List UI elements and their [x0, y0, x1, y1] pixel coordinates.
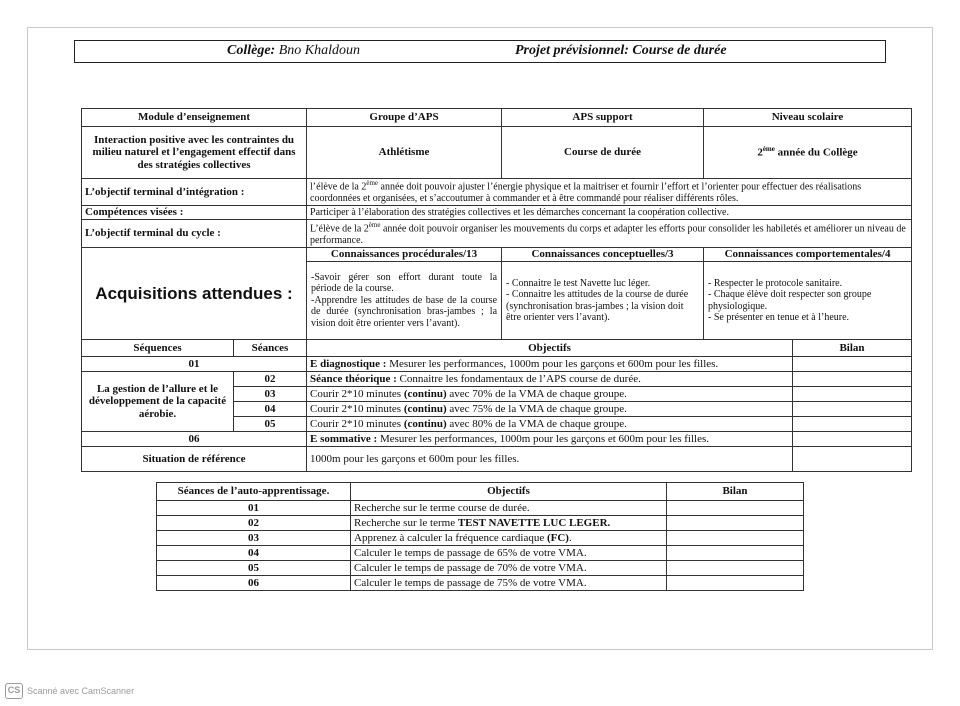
bilan-cell [793, 402, 912, 417]
concept-header: Connaissances conceptuelles/3 [502, 248, 704, 262]
eval-sommative: E sommative : Mesurer les performances, 1000m pour les garçons et 600m pour les filles. [307, 432, 793, 447]
auto-seance-number: 03 [157, 531, 351, 546]
module-text: Interaction positive avec les contraintes du milieu naturel et l’engagement effectif dans des stratégies collectives [82, 127, 307, 179]
auto-header-objectifs: Objectifs [351, 483, 667, 501]
seq-06: 06 [82, 432, 307, 447]
niveau-text: 2ème année du Collège [704, 127, 912, 179]
auto-header-seances: Séances de l’auto-apprentissage. [157, 483, 351, 501]
auto-header-bilan: Bilan [667, 483, 804, 501]
seq-header: Séquences [82, 340, 234, 357]
camscanner-logo: CS [5, 683, 23, 699]
oti-text: l’élève de la 2ème année doit pouvoir ajuster l’énergie physique et la maitriser et fournir l’effort et l’orienter pour effectuer des réalisations coordonnées et organisées, et s’accoutumer à commander et à être commandé pour réaliser différents rôles. [307, 179, 912, 206]
proc-header: Connaissances procédurales/13 [307, 248, 502, 262]
college-title: Collège: Bno Khaldoun [227, 43, 360, 58]
header-module: Module d’enseignement [82, 109, 307, 127]
comport-list [704, 262, 912, 340]
auto-objectif: Recherche sur le terme course de durée. [351, 501, 667, 516]
auto-objectif: Calculer le temps de passage de 70% de votre VMA. [351, 561, 667, 576]
seance-05-objectif: Courir 2*10 minutes (continu) avec 80% de la VMA de chaque groupe. [307, 417, 793, 432]
bilan-cell [793, 357, 912, 372]
auto-seance-number: 06 [157, 576, 351, 591]
bilan-cell [667, 531, 804, 546]
bilan-cell [667, 501, 804, 516]
auto-seance-number: 02 [157, 516, 351, 531]
seance-04-objectif: Courir 2*10 minutes (continu) avec 75% de la VMA de chaque groupe. [307, 402, 793, 417]
otc-label: L’objectif terminal du cycle : [82, 220, 307, 248]
aps-support-text: Course de durée [502, 127, 704, 179]
table-row [157, 561, 804, 576]
groupe-text: Athlétisme [307, 127, 502, 179]
objectifs-header: Objectifs [307, 340, 793, 357]
otc-text: L’élève de la 2ème année doit pouvoir organiser les mouvements du corps et adapter les efforts pour consolider les habiletés et améliorer un niveau de performance. [307, 220, 912, 248]
proc-text: -Savoir gérer son effort durant toute la période de la course. -Apprendre les attitudes de base de la course de durée (synchronisation bras-jambes ; la vision doit être orienter vers l’avant). [307, 262, 502, 340]
comport-item: - Se présenter en tenue et à l’heure. [708, 312, 850, 323]
planning-table [81, 108, 912, 472]
camscanner-watermark [5, 683, 134, 699]
competences-text: Participer à l’élaboration des stratégies collectives et les démarches concernant la coopération collective. [307, 206, 912, 220]
bilan-header: Bilan [793, 340, 912, 357]
seance-02-objectif: Séance théorique : Connaitre les fondamentaux de l’APS course de durée. [307, 372, 793, 387]
header-aps-support: APS support [502, 109, 704, 127]
header-niveau: Niveau scolaire [704, 109, 912, 127]
acquisitions-label: Acquisitions attendues : [82, 248, 307, 340]
table-row [157, 576, 804, 591]
comport-header: Connaissances comportementales/4 [704, 248, 912, 262]
bilan-cell [793, 387, 912, 402]
bilan-cell [667, 516, 804, 531]
bilan-cell [793, 372, 912, 387]
document-header [74, 40, 886, 63]
competences-label: Compétences visées : [82, 206, 307, 220]
bilan-cell [667, 576, 804, 591]
bilan-cell [793, 432, 912, 447]
auto-objectif: Calculer le temps de passage de 65% de votre VMA. [351, 546, 667, 561]
auto-objectif: Calculer le temps de passage de 75% de votre VMA. [351, 576, 667, 591]
table-row [157, 546, 804, 561]
auto-apprentissage-table [156, 482, 804, 591]
eval-diagnostique: E diagnostique : Mesurer les performances, 1000m pour les garçons et 600m pour les filles. [307, 357, 793, 372]
auto-seance-number: 05 [157, 561, 351, 576]
auto-seance-number: 04 [157, 546, 351, 561]
seq-block-label: La gestion de l’allure et le développement de la capacité aérobie. [82, 372, 234, 432]
header-groupe-aps: Groupe d’APS [307, 109, 502, 127]
concept-list [502, 262, 704, 340]
seance-02: 02 [234, 372, 307, 387]
seq-01: 01 [82, 357, 307, 372]
seance-05: 05 [234, 417, 307, 432]
table-row [157, 516, 804, 531]
bilan-cell [667, 546, 804, 561]
bilan-cell [793, 417, 912, 432]
project-title: Projet prévisionnel: Course de durée [515, 43, 727, 58]
auto-objectif: Apprenez à calculer la fréquence cardiaque (FC). [351, 531, 667, 546]
seance-04: 04 [234, 402, 307, 417]
seance-03-objectif: Courir 2*10 minutes (continu) avec 70% de la VMA de chaque groupe. [307, 387, 793, 402]
comport-item: - Chaque élève doit respecter son groupe physiologique. [708, 289, 872, 312]
situation-label: Situation de référence [82, 447, 307, 472]
table-row [157, 531, 804, 546]
comport-item: - Respecter le protocole sanitaire. [708, 277, 843, 289]
seance-03: 03 [234, 387, 307, 402]
table-row [157, 501, 804, 516]
bilan-cell [667, 561, 804, 576]
concept-item: - Connaitre les attitudes de la course de durée (synchronisation bras-jambes ; la vision doit être orienter vers l’avant). [506, 289, 689, 323]
seances-header: Séances [234, 340, 307, 357]
auto-objectif: Recherche sur le terme TEST NAVETTE LUC LEGER. [351, 516, 667, 531]
auto-seance-number: 01 [157, 501, 351, 516]
concept-item: - Connaitre le test Navette luc léger. [506, 277, 651, 289]
oti-label: L’objectif terminal d’intégration : [82, 179, 307, 206]
bilan-cell [793, 447, 912, 472]
situation-text: 1000m pour les garçons et 600m pour les filles. [307, 447, 793, 472]
watermark-text: Scanné avec CamScanner [27, 686, 135, 696]
